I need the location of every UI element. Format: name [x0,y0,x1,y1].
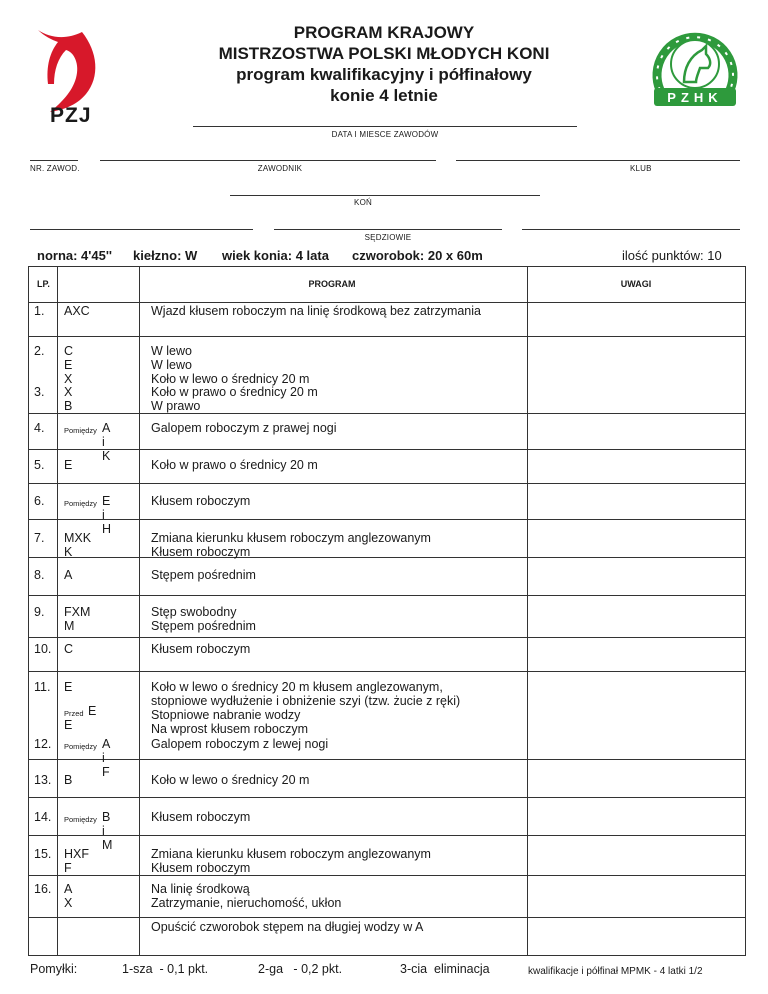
row-position: FXM M [64,605,91,633]
row-instruction: W lewo W lewo Koło w lewo o średnicy 20 m [151,344,310,386]
judge-line-3 [522,229,740,230]
row-instruction: Stępem pośrednim [151,568,256,582]
row-instruction: Kłusem roboczym [151,494,251,508]
row-instruction: Koło w lewo o średnicy 20 m kłusem anglezowanym, stopniowe wydłużenie i obniżenie szyi (tzw. żucie z ręki) Stopniowe nabranie wodzy Na wprost kłusem roboczym [151,680,461,736]
row-instruction: Wjazd kłusem roboczym na linię środkową bez zatrzymania [151,304,481,318]
row-prefix: Pomiędzy [64,499,97,508]
row-instruction: Kłusem roboczym [151,642,251,656]
row-number: 11. [34,680,51,694]
row-instruction: Koło w prawo o średnicy 20 m W prawo [151,385,318,413]
row-number: 6. [34,494,45,508]
header-lp: LP. [37,279,50,289]
pzj-logo-text: PZJ [50,104,92,127]
title-line: konie 4 letnie [330,86,438,105]
title-line: PROGRAM KRAJOWY [293,23,475,42]
row-position: B i M [102,810,113,852]
final-note: Opuścić czworobok stępem na długiej wodzy w A [151,920,424,934]
row-instruction: Zmiana kierunku kłusem roboczym anglezowanym Kłusem roboczym [151,531,431,559]
row-number: 7. [34,531,45,545]
row-number: 16. [34,882,52,896]
row-number: 1. [34,304,45,318]
judges-caption: SĘDZIOWIE [364,233,412,242]
competition-no-caption: NR. ZAWOD. [30,164,80,173]
error-first: 1-sza - 0,1 pkt. [122,962,209,976]
title-line: program kwalifikacyjny i półfinałowy [236,65,532,84]
row-prefix: Pomiędzy [64,742,97,751]
rider-caption: ZAWODNIK [257,164,303,173]
row-number: 13. [34,773,52,787]
row-position: MXK K [64,531,92,559]
error-second: 2-ga - 0,2 pkt. [258,962,343,976]
date-place-caption: DATA I MIESCE ZAWODÓW [331,130,439,139]
club-caption: KLUB [630,164,652,173]
row-position: A i K [102,421,111,463]
row-position: E [64,680,73,694]
row-position: X B [64,385,73,413]
row-prefix: Pomiędzy [64,426,97,435]
horse-caption: KOŃ [354,198,372,207]
row-position: A X [64,882,73,910]
row-instruction: Na linię środkową Zatrzymanie, nieruchomość, ukłon [151,882,342,910]
row-position: E [64,458,73,472]
row-position: C E X [64,344,74,386]
row-position: E [64,718,73,732]
row-instruction: Galopem roboczym z prawej nogi [151,421,337,435]
header-notes: UWAGI [620,279,652,289]
row-number: 15. [34,847,52,861]
header-program: PROGRAM [308,279,356,289]
row-number: 12. [34,737,52,751]
pzhk-logo-text: PZHK [667,90,723,105]
row-prefix: Przed [64,709,84,718]
row-number: 3. [34,385,45,399]
row-instruction: Zmiana kierunku kłusem roboczym anglezowanym Kłusem roboczym [151,847,431,875]
arena-text: czworobok: 20 x 60m [352,248,483,263]
row-number: 2. [34,344,45,358]
row-number: 5. [34,458,45,472]
row-position: E [88,704,97,718]
rider-line [100,160,436,161]
horse-age-text: wiek konia: 4 lata [222,248,329,263]
row-position: A i F [102,737,110,779]
row-number: 9. [34,605,45,619]
error-third: 3-cia eliminacja [400,962,490,976]
row-instruction: Kłusem roboczym [151,810,251,824]
row-prefix: Pomiędzy [64,815,97,824]
title-line: MISTRZOSTWA POLSKI MŁODYCH KONI [218,44,550,63]
errors-label: Pomyłki: [30,962,78,976]
row-position: A [64,568,73,582]
row-position: AXC [64,304,90,318]
row-number: 10. [34,642,52,656]
horse-line [230,195,540,196]
row-position: HXF F [64,847,89,875]
judge-line-2 [274,229,502,230]
row-instruction: Koło w prawo o średnicy 20 m [151,458,318,472]
row-instruction: Koło w lewo o średnicy 20 m [151,773,310,787]
row-instruction: Galopem roboczym z lewej nogi [151,737,329,751]
row-position: C [64,642,74,656]
row-position: E i H [102,494,112,536]
row-number: 4. [34,421,45,435]
page-label: kwalifikacje i półfinał MPMK - 4 latki [528,966,686,977]
row-instruction: Stęp swobodny Stępem pośrednim [151,605,256,633]
document-title [150,22,618,106]
row-number: 8. [34,568,45,582]
pzhk-logo [640,20,750,120]
norm-text: norna: 4'45'' [37,248,113,263]
points-text: ilość punktów: 10 [622,248,722,263]
bit-text: kiełzno: W [133,248,198,263]
page-number: 1/2 [688,966,703,977]
date-place-line [193,126,577,127]
row-position: B [64,773,73,787]
row-number: 14. [34,810,52,824]
club-line [456,160,740,161]
competition-no-line [30,160,78,161]
judge-line-1 [30,229,253,230]
page-footer [528,966,703,977]
pzj-logo [28,22,108,132]
